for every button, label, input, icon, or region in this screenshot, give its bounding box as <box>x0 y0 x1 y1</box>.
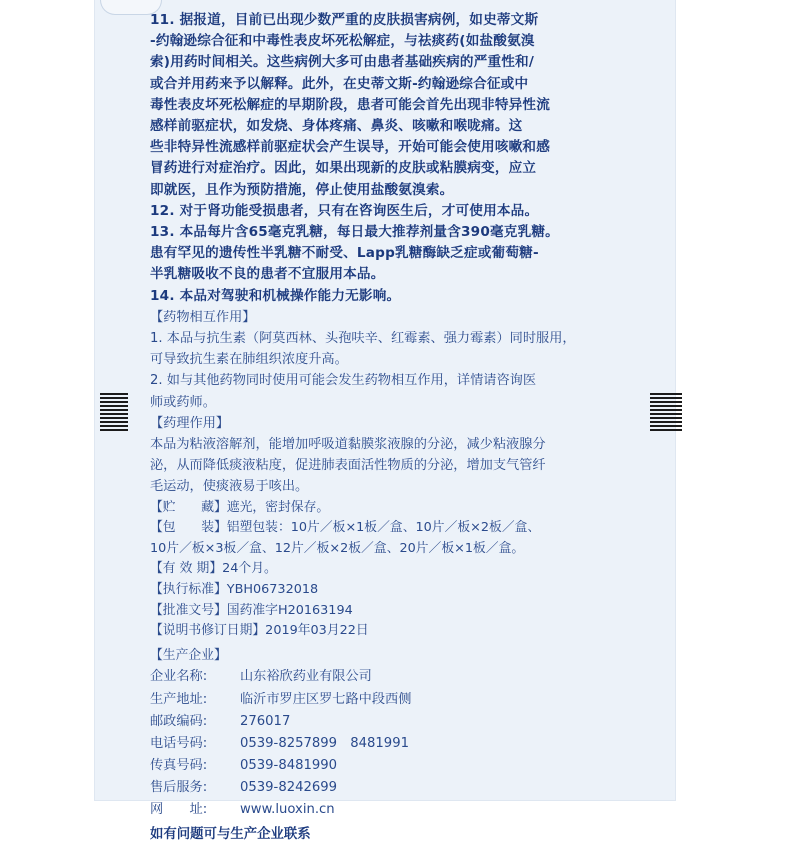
warning-line: 些非特异性流感样前驱症状会产生误导，开始可能会使用咳嗽和感 <box>150 139 551 156</box>
interactions-section <box>150 307 650 413</box>
phone-label: 电话号码: <box>150 735 208 751</box>
address-label: 生产地址: <box>150 691 208 707</box>
postcode-row <box>150 711 650 733</box>
pharmacology-line: 本品为粘液溶解剂，能增加呼吸道黏膜浆液腺的分泌，减少粘液腺分 <box>150 437 546 453</box>
website-label: 网 址: <box>150 801 208 817</box>
validity-row <box>150 559 650 580</box>
warning-line: 或合并用药来予以解释。此外，在史蒂文斯-约翰逊综合征或中 <box>150 75 529 92</box>
approval-label: 【批准文号】 <box>150 602 227 618</box>
pharmacology-line: 泌，从而降低痰液粘度，促进肺表面活性物质的分泌，增加支气管纤 <box>150 458 546 474</box>
phone-value: 0539-8257899 8481991 <box>240 735 409 751</box>
section-heading: 【药物相互作用】 <box>150 309 256 325</box>
insert-content <box>150 10 650 847</box>
right-barcode-stripes <box>650 393 682 433</box>
after-sales-row <box>150 777 650 799</box>
warning-line: -约翰逊综合征和中毒性表皮坏死松解症，与祛痰药(如盐酸氨溴 <box>150 33 535 50</box>
warning-line: 毒性表皮坏死松解症的早期阶段，患者可能会首先出现非特异性流 <box>150 96 551 113</box>
left-barcode-stripes <box>100 393 128 433</box>
standard-row <box>150 580 650 601</box>
section-heading: 【药理作用】 <box>150 415 230 431</box>
warning-line: 冒药进行对症治疗。因此，如果出现新的皮肤或粘膜病变，应立 <box>150 160 537 177</box>
pharmacology-line: 毛运动，使痰液易于咳出。 <box>150 479 309 495</box>
after-sales-label: 售后服务: <box>150 779 208 795</box>
postcode-value: 276017 <box>240 713 291 729</box>
website-row <box>150 799 650 821</box>
standard-label: 【执行标准】 <box>150 582 227 598</box>
revision-value: 2019年03月22日 <box>265 623 369 639</box>
fax-label: 传真号码: <box>150 757 208 773</box>
package-row <box>150 518 650 539</box>
company-name-label: 企业名称: <box>150 669 208 685</box>
interaction-line: 1. 本品与抗生素（阿莫西林、头孢呋辛、红霉素、强力霉素）同时服用， <box>150 331 576 347</box>
interaction-line: 师或药师。 <box>150 394 216 410</box>
address-value: 临沂市罗庄区罗七路中段西侧 <box>240 691 412 707</box>
package-continuation: 10片／板×3板／盒、12片／板×2板／盒、20片／板×1板／盒。 <box>150 540 525 556</box>
validity-value: 24个月。 <box>222 561 277 577</box>
after-sales-value: 0539-8242699 <box>240 779 338 795</box>
revision-row <box>150 621 650 642</box>
revision-label: 【说明书修订日期】 <box>150 623 266 639</box>
warning-line: 感样前驱症状，如发烧、身体疼痛、鼻炎、咳嗽和喉咙痛。这 <box>150 118 523 135</box>
storage-label: 【贮 藏】 <box>150 499 227 515</box>
warning-line: 半乳糖吸收不良的患者不宜服用本品。 <box>150 266 385 283</box>
storage-value: 遮光，密封保存。 <box>226 499 330 515</box>
website-value: www.luoxin.cn <box>240 801 335 817</box>
manufacturer-section <box>150 646 650 821</box>
package-label: 【包 装】 <box>150 520 227 536</box>
warning-line: 即就医，且作为预防措施，停止使用盐酸氨溴索。 <box>150 181 454 198</box>
phone-row <box>150 733 650 755</box>
approval-row <box>150 601 650 622</box>
warning-line: 12. 对于肾功能受损患者，只有在咨询医生后，才可使用本品。 <box>150 202 539 219</box>
company-name-value: 山东裕欣药业有限公司 <box>240 669 372 685</box>
interaction-line: 2. 如与其他药物同时使用可能会发生药物相互作用，详情请咨询医 <box>150 373 537 389</box>
interaction-line: 可导致抗生素在肺组织浓度升高。 <box>150 352 348 368</box>
fax-row <box>150 755 650 777</box>
postcode-label: 邮政编码: <box>150 713 208 729</box>
address-row <box>150 689 650 711</box>
warning-line: 患有罕见的遗传性半乳糖不耐受、Lapp乳糖酶缺乏症或葡萄糖- <box>150 245 539 262</box>
storage-row <box>150 498 650 519</box>
pharmacology-section <box>150 413 650 498</box>
package-value: 铝塑包装：10片／板×1板／盒、10片／板×2板／盒、 <box>226 520 541 536</box>
section-heading: 【生产企业】 <box>150 647 227 663</box>
contact-note: 如有问题可与生产企业联系 <box>150 827 311 843</box>
warning-line: 13. 本品每片含65毫克乳糖，每日最大推荐剂量含390毫克乳糖。 <box>150 224 559 241</box>
company-name-row <box>150 666 650 688</box>
standard-value: YBH06732018 <box>226 582 319 598</box>
warnings-section <box>150 10 650 307</box>
warning-line: 索)用药时间相关。这些病例大多可由患者基础疾病的严重性和/ <box>150 54 535 71</box>
fax-value: 0539-8481990 <box>240 757 338 773</box>
warning-line: 14. 本品对驾驶和机械操作能力无影响。 <box>150 287 401 304</box>
validity-label: 【有 效 期】 <box>150 561 223 577</box>
warning-line: 11. 据报道，目前已出现少数严重的皮肤损害病例，如史蒂文斯 <box>150 12 539 28</box>
approval-value: 国药准字H20163194 <box>226 602 353 618</box>
